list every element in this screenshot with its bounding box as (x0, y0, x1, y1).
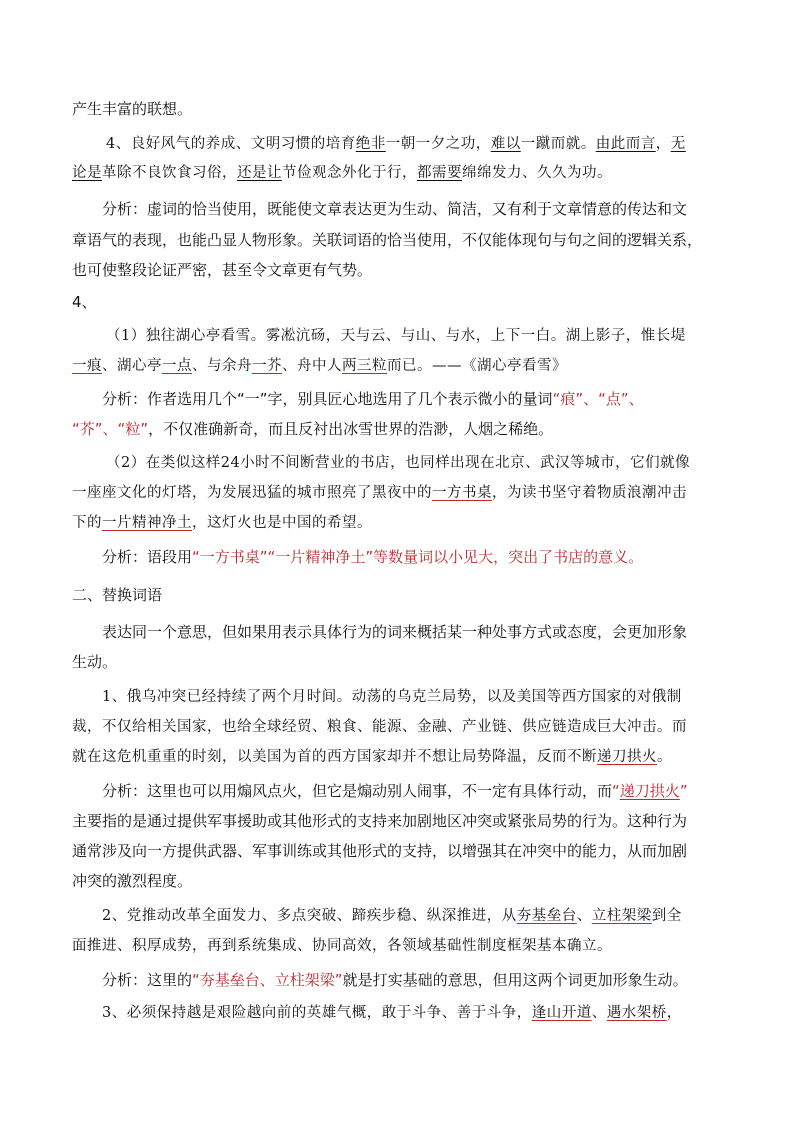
highlighted-text: 等数量词以小见大，突出了书店的意义。 (373, 548, 644, 566)
underlined-word: 一方书桌 (432, 485, 492, 501)
analysis-4-line-4 (72, 870, 726, 892)
underlined-word: 由此而言 (595, 136, 656, 152)
analysis-4-line-1 (72, 780, 756, 802)
section-number (72, 291, 726, 313)
text: 到全 (651, 908, 682, 924)
intro-line-2 (72, 651, 726, 673)
example-2-line-1 (72, 905, 756, 927)
underlined-word: 一痕 (72, 358, 102, 374)
text: 就是打实基础的意思，但用这两个词更加形象生动。 (342, 971, 688, 989)
example-2-line-2 (72, 935, 726, 957)
text: （1）独往湖心亭看雪。雾凇沆砀，天与云、与山、与水，上下一白。湖上影子，惟长堤 (106, 328, 686, 344)
highlighted-text: ” (679, 782, 688, 800)
text: 分析：语段用 (102, 548, 193, 566)
text: 而已。——《湖心亭看雪》 (387, 358, 567, 374)
text: 通常涉及向一方提供武器、军事训练或其他形式的支持，以增强其在冲突中的能力，从而加剧 (72, 842, 688, 860)
underlined-word: 一芥 (252, 358, 282, 374)
text: 、 (576, 908, 592, 924)
text: ， (655, 136, 671, 152)
underlined-word: 绝非 (355, 136, 386, 152)
text: 一蹴而就。 (520, 136, 596, 152)
text: 面推进、积厚成势，再到系统集成、协同高效，各领域基础性制度框架基本确立。 (72, 938, 612, 954)
analysis-3-line-1 (72, 546, 756, 568)
text: 生动。 (72, 653, 118, 671)
text: 裁，不仅给相关国家，也给全球经贸、粮食、能源、金融、产业链、供应链造成巨大冲击。而 (72, 719, 687, 735)
analysis-1-line-2 (72, 229, 726, 251)
text: 表达同一个意思，但如果用表示具体行为的词来概括某一种处事方式或态度，会更加形象 (102, 623, 688, 641)
text: 分析：作者选用几个“一”字，别具匠心地选用了几个表示微小的量词 (102, 390, 553, 408)
text: 。 (657, 749, 672, 765)
quote-2-line-1 (72, 452, 760, 474)
analysis-2-line-1 (72, 388, 756, 410)
quote-1-line-2 (72, 355, 726, 377)
example-4-line-1 (72, 133, 760, 155)
analysis-1-line-3 (72, 259, 726, 281)
text: ，不仅准确新奇，而且反衬出冰雪世界的浩渺，人烟之稀绝。 (148, 420, 554, 438)
underlined-word: 一点 (162, 358, 192, 374)
underlined-word: 还是让 (237, 165, 282, 181)
underlined-word: 逢山开道 (531, 1005, 592, 1021)
analysis-1-line-1 (72, 198, 756, 220)
text: 分析：虚词的恰当使用，既能使文章表达更为生动、简洁，又有利于文章情意的传达和文 (102, 200, 688, 218)
paragraph-line (72, 98, 726, 120)
example-3-line-1 (72, 1002, 756, 1024)
example-1-line-2 (72, 716, 726, 738)
highlighted-text: 递刀拱火 (619, 782, 680, 800)
text: 2、党推动改革全面发力、多点突破、蹄疾步稳、纵深推进，从 (102, 908, 517, 924)
text: 主要指的是通过提供军事援助或其他形式的支持来加剧地区冲突或紧张局势的行为。这种行为 (72, 812, 688, 830)
text: 4、 (72, 293, 97, 311)
highlighted-text: “一方书桌”“一片精神净土” (192, 548, 374, 566)
highlighted-text: “痕”、“点”、 (552, 390, 644, 408)
analysis-4-line-2 (72, 810, 726, 832)
text: 产生丰富的联想。 (72, 100, 193, 118)
example-1-line-1 (72, 686, 756, 708)
text: ，这灯火也是中国的希望。 (192, 515, 372, 531)
quote-2-line-2 (72, 482, 726, 504)
text: 章语气的表现，也能凸显人物形象。关联词语的恰当使用，不仅能体现句与句之间的逻辑关系， (72, 231, 703, 249)
analysis-5-line-1 (72, 969, 756, 991)
underlined-word: 都需要 (417, 165, 462, 181)
underlined-word: 论是 (72, 165, 102, 181)
example-4-line-2 (72, 162, 726, 184)
text: （2）在类似这样24小时不间断营业的书店，也同样出现在北京、武汉等城市，它们就像 (106, 455, 691, 471)
text: 一朝一夕之功， (385, 136, 491, 152)
highlighted-text: “芥”、“粒” (72, 420, 149, 438)
text: 分析：这里也可以用煽风点火，但它是煽动别人闹事，不一定有具体行动，而 (102, 782, 613, 800)
text: 绵绵发力、久久为功。 (462, 165, 612, 181)
quote-1-line-1 (72, 325, 760, 347)
underlined-word: 夯基垒台 (516, 908, 577, 924)
text: 就在这危机重重的时刻，以美国为首的西方国家却并不想让局势降温，反而不断 (72, 749, 597, 765)
analysis-4-line-3 (72, 840, 726, 862)
highlighted-text: “夯基垒台、立柱架梁” (192, 971, 343, 989)
text: 革除不良饮食习俗， (102, 165, 237, 181)
underlined-word: 立柱架梁 (591, 908, 652, 924)
analysis-2-line-2 (72, 418, 726, 440)
text: 分析：这里的 (102, 971, 193, 989)
underlined-word: 无 (670, 136, 686, 152)
text: 、 (591, 1005, 607, 1021)
text: 3、必须保持越是艰险越向前的英雄气概，敢于斗争、善于斗争， (102, 1005, 532, 1021)
text: 1、俄乌冲突已经持续了两个月时间。动荡的乌克兰局势，以及美国等西方国家的对俄制 (102, 689, 682, 705)
intro-line-1 (72, 621, 756, 643)
underlined-word: 难以 (490, 136, 521, 152)
underlined-word: 两三粒 (342, 358, 387, 374)
underlined-word: 递刀拱火 (597, 749, 657, 765)
text: 二、替换词语 (72, 586, 163, 604)
section-heading (72, 584, 726, 606)
underlined-word: 一片精神净土 (102, 515, 192, 531)
text: 、舟中人 (282, 358, 342, 374)
text: 、湖心亭 (102, 358, 162, 374)
text: ，为读书坚守着物质浪潮冲击 (492, 485, 687, 501)
text: 4、良好风气的养成、文明习惯的培育 (106, 136, 356, 152)
text: ， (666, 1005, 682, 1021)
quote-2-line-3 (72, 512, 726, 534)
text: 节俭观念外化于行， (282, 165, 417, 181)
underlined-word: 遇水架桥 (606, 1005, 667, 1021)
highlighted-text: “ (612, 782, 620, 800)
text: 下的 (72, 515, 102, 531)
text: 也可使整段论证严密，甚至令文章更有气势。 (72, 261, 373, 279)
text: 一座座文化的灯塔，为发展迅猛的城市照亮了黑夜中的 (72, 485, 432, 501)
example-1-line-3 (72, 746, 726, 768)
text: 、与余舟 (192, 358, 252, 374)
text: 冲突的激烈程度。 (72, 872, 193, 890)
